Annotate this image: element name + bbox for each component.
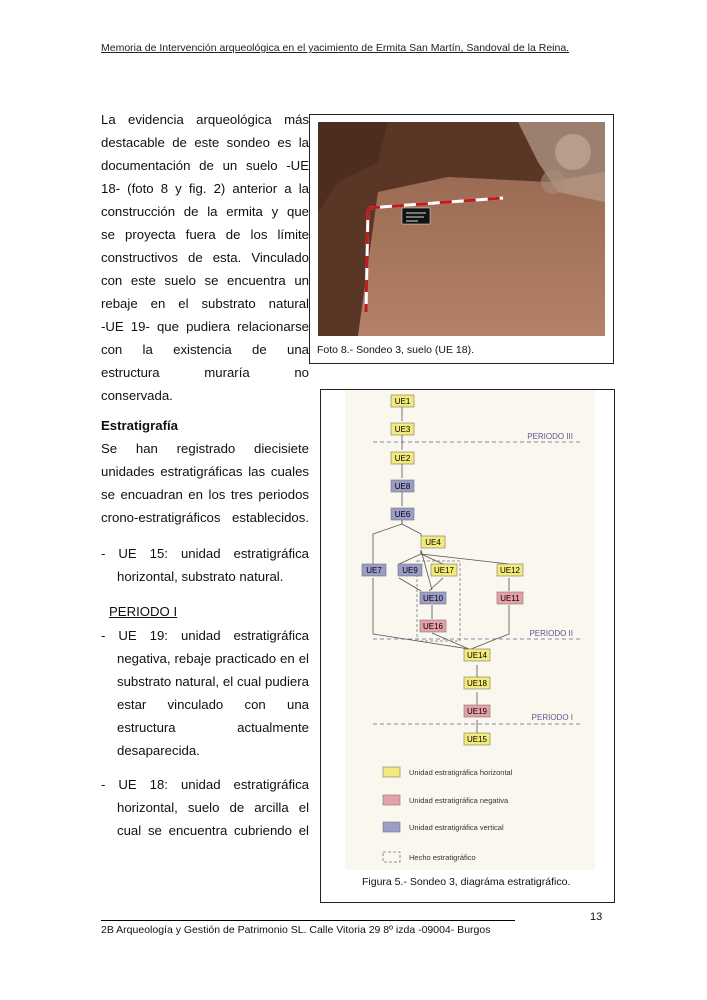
page-footer: 2B Arqueología y Gestión de Patrimonio SL. Calle Vitoria 29 8º izda -09004- Burgos	[101, 924, 491, 936]
period-label-iii: PERIODO III	[527, 432, 573, 441]
stratigraphic-diagram-figure	[320, 389, 615, 903]
node-ue8	[391, 480, 414, 492]
node-ue14	[464, 649, 490, 661]
text-line: substrato natural, el cual pudiera	[117, 674, 309, 689]
list-item-ue19	[101, 624, 309, 762]
text-line: estar vinculado con una	[117, 697, 309, 712]
text-line: se encuadran en los tres periodos	[101, 487, 309, 502]
node-ue2	[391, 452, 414, 464]
node-ue19	[464, 705, 490, 717]
node-ue3	[391, 423, 414, 435]
photo-caption: Foto 8.- Sondeo 3, suelo (UE 18).	[317, 344, 475, 356]
node-ue1	[391, 395, 414, 407]
text-line: negativa, rebaje practicado en el	[117, 651, 309, 666]
node-ue15	[464, 733, 490, 745]
period-label-i: PERIODO I	[531, 713, 573, 722]
text-line: -UE 19- que pudiera relacionarse	[101, 319, 309, 334]
list-item-ue15	[101, 542, 309, 588]
svg-text:UE1: UE1	[394, 397, 411, 406]
excavation-photo	[318, 122, 605, 336]
legend-swatch-horizontal	[383, 767, 400, 777]
legend-label-negativa: Unidad estratigráfica negativa	[409, 796, 509, 805]
text-line: conservada.	[101, 388, 173, 403]
page-number: 13	[590, 911, 603, 923]
text-line: desaparecida.	[117, 743, 200, 758]
node-ue7	[362, 564, 386, 576]
node-ue6	[391, 508, 414, 520]
node-ue18	[464, 677, 490, 689]
legend-swatch-negativa	[383, 795, 400, 805]
text-line: rebaje en el substrato natural	[101, 296, 309, 311]
photo-figure	[309, 114, 614, 364]
svg-text:UE4: UE4	[425, 538, 441, 547]
paragraph-registro	[101, 437, 309, 529]
svg-text:UE2: UE2	[394, 454, 411, 463]
svg-text:UE7: UE7	[366, 566, 382, 575]
legend-label-vertical: Unidad estratigráfica vertical	[409, 823, 504, 832]
node-ue11	[497, 592, 523, 604]
text-line: cual se encuentra cubriendo el	[117, 823, 309, 838]
footer-divider	[101, 920, 515, 921]
text-line: unidades estratigráficas las cuales	[101, 464, 309, 479]
period-label-ii: PERIODO II	[529, 629, 573, 638]
svg-text:UE17: UE17	[433, 566, 455, 575]
legend-swatch-vertical	[383, 822, 400, 832]
svg-text:UE9: UE9	[402, 566, 418, 575]
node-ue17	[431, 564, 457, 576]
svg-text:UE10: UE10	[422, 594, 444, 603]
text-line: destacable de este sondeo es la	[101, 135, 309, 150]
text-line: - UE 15: unidad estratigráfica	[101, 546, 309, 561]
svg-text:UE11: UE11	[500, 594, 520, 603]
svg-text:UE6: UE6	[394, 510, 411, 519]
periodo-i-heading: PERIODO I	[109, 604, 178, 619]
diagram-caption: Figura 5.- Sondeo 3, diagráma estratigráfico.	[362, 876, 571, 888]
text-line: constructivos de esta. Vinculado	[101, 250, 309, 265]
text-line: La evidencia arqueológica más	[101, 112, 309, 127]
paragraph-evidencia	[101, 108, 309, 407]
svg-text:UE18: UE18	[466, 679, 488, 688]
text-line: con este suelo se encuentra un	[101, 273, 309, 288]
node-ue9	[398, 564, 422, 576]
svg-text:UE3: UE3	[394, 425, 411, 434]
legend-label-horizontal: Unidad estratigráfica horizontal	[409, 768, 513, 777]
node-ue12	[497, 564, 523, 576]
text-line: estructura muraría no	[101, 365, 309, 380]
stratigraphic-diagram	[321, 390, 613, 870]
text-line: documentación de un suelo -UE	[101, 158, 309, 173]
node-ue10	[420, 592, 446, 604]
svg-text:UE12: UE12	[499, 566, 521, 575]
text-line: estructura actualmente	[117, 720, 309, 735]
svg-text:UE14: UE14	[466, 651, 488, 660]
text-line: se proyecta fuera de los límite	[101, 227, 309, 242]
page-header: Memoria de Intervención arqueológica en el yacimiento de Ermita San Martín, Sandoval de la Reina.	[101, 42, 570, 54]
text-line: con la existencia de una	[101, 342, 309, 357]
list-item-ue18	[101, 773, 309, 842]
legend-label-hecho: Hecho estratigráfico	[409, 853, 476, 862]
svg-text:UE16: UE16	[422, 622, 444, 631]
text-line: horizontal, suelo de arcilla el	[117, 800, 309, 815]
text-line: horizontal, substrato natural.	[117, 569, 284, 584]
text-line: 18- (foto 8 y fig. 2) anterior a la	[101, 181, 309, 196]
svg-text:UE8: UE8	[394, 482, 411, 491]
text-line: - UE 18: unidad estratigráfica	[101, 777, 309, 792]
section-heading-estratigrafia: Estratigrafía	[101, 418, 178, 433]
node-ue16	[420, 620, 446, 632]
text-line: crono-estratigráficos establecidos.	[101, 510, 309, 525]
text-line: - UE 19: unidad estratigráfica	[101, 628, 309, 643]
svg-text:UE15: UE15	[466, 735, 488, 744]
node-ue4	[421, 536, 445, 548]
text-line: Se han registrado diecisiete	[101, 441, 309, 456]
text-line: construcción de la ermita y que	[101, 204, 309, 219]
svg-text:UE19: UE19	[466, 707, 488, 716]
